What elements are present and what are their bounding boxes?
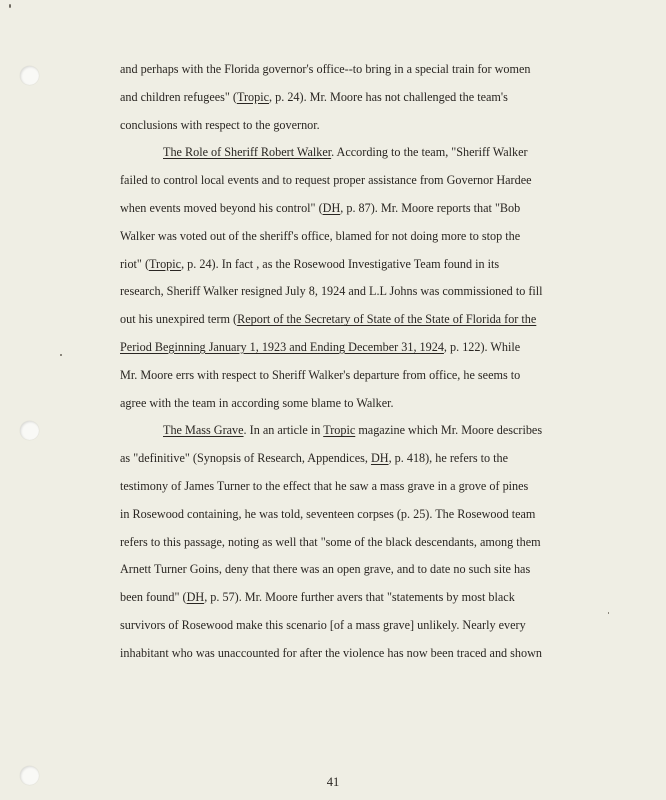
citation-dh: DH — [322, 200, 341, 215]
text-line: Period Beginning January 1, 1923 and Ending December 31, 1924, p. 122). While — [120, 339, 521, 354]
page-number: 41 — [326, 775, 340, 789]
text-line: out his unexpired term (Report of the Secretary of State of the State of Florida for the — [120, 312, 537, 327]
text-line: Mr. Moore errs with respect to Sheriff Walker's departure from office, he seems to — [120, 367, 521, 382]
text-line: been found" (DH, p. 57). Mr. Moore further avers that "statements by most black — [120, 590, 515, 605]
text-line: The Role of Sheriff Robert Walker. According to the team, "Sheriff Walker — [163, 145, 528, 160]
text-line: agree with the team in according some blame to Walker. — [120, 395, 394, 410]
text-line: Arnett Turner Goins, deny that there was an open grave, and to date no such site has — [120, 562, 531, 577]
text-line: and perhaps with the Florida governor's office--to bring in a special train for women — [120, 62, 531, 76]
citation-dh: DH — [186, 590, 205, 605]
section-heading-mass-grave: The Mass Grave — [163, 423, 244, 438]
text-line: inhabitant who was unaccounted for after the violence has now been traced and shown — [120, 645, 543, 660]
citation-tropic: Tropic — [323, 423, 356, 438]
text-line: conclusions with respect to the governor. — [120, 117, 320, 132]
binder-hole-1 — [20, 66, 39, 85]
text-line: survivors of Rosewood make this scenario [of a mass grave] unlikely. Nearly every — [120, 617, 526, 632]
text-line: in Rosewood containing, he was told, seventeen corpses (p. 25). The Rosewood team — [120, 506, 536, 521]
text-line: research, Sheriff Walker resigned July 8, 1924 and L.L Johns was commissioned to fill — [120, 284, 543, 299]
text-line: refers to this passage, noting as well that "some of the black descendants, among them — [120, 534, 541, 549]
binder-hole-2 — [20, 421, 39, 440]
text-line: The Mass Grave. In an article in Tropic magazine which Mr. Moore describes — [163, 423, 543, 438]
text-line: and children refugees" (Tropic, p. 24). Mr. Moore has not challenged the team's — [120, 89, 508, 104]
text-line: riot" (Tropic, p. 24). In fact , as the Rosewood Investigative Team found in its — [120, 256, 500, 271]
text-line: when events moved beyond his control" (DH, p. 87). Mr. Moore reports that "Bob — [120, 200, 521, 215]
citation-tropic: Tropic — [149, 256, 182, 271]
text-line: testimony of James Turner to the effect that he saw a mass grave in a grove of pines — [120, 478, 529, 493]
text-line: Walker was voted out of the sheriff's office, blamed for not doing more to stop the — [120, 228, 521, 243]
citation-report: Period Beginning January 1, 1923 and Ending December 31, 1924 — [120, 339, 444, 354]
scan-speck — [60, 354, 62, 356]
scan-speck — [9, 4, 11, 8]
citation-report: Report of the Secretary of State of the State of Florida for the — [237, 312, 537, 327]
text-line: failed to control local events and to request proper assistance from Governor Hardee — [120, 173, 532, 188]
text-line: as "definitive" (Synopsis of Research, Appendices, DH, p. 418), he refers to the — [120, 451, 509, 466]
document-body — [120, 56, 616, 668]
citation-dh: DH — [370, 451, 389, 466]
section-heading-sheriff: The Role of Sheriff Robert Walker — [163, 145, 332, 160]
citation-tropic: Tropic — [236, 89, 270, 104]
